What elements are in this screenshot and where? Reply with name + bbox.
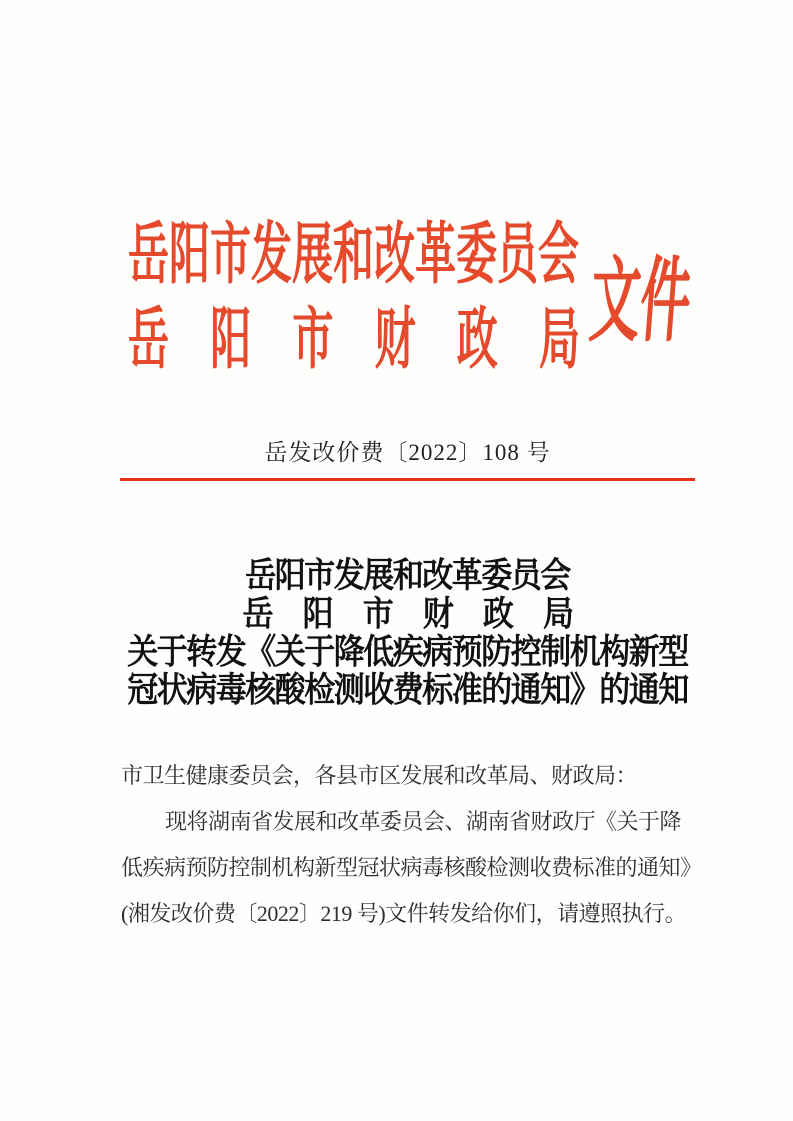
document-type-label: 文件	[586, 249, 695, 354]
body-paragraph-line-3: (湘发改价费〔2022〕219 号)文件转发给你们，请遵照执行。	[121, 901, 687, 926]
issuing-agencies	[128, 212, 580, 382]
salutation-line: 市卫生健康委员会，各县市区发展和改革局、财政局：	[121, 763, 638, 788]
document-number: 岳发改价费〔2022〕108 号	[264, 440, 551, 465]
title-line-2: 岳阳市财政局	[242, 593, 573, 634]
document-body	[121, 753, 702, 937]
title-line-3: 关于转发《关于降低疾病预防控制机构新型	[127, 632, 688, 672]
body-paragraph-line-2: 低疾病预防控制机构新型冠状病毒核酸检测收费标准的通知》	[121, 855, 702, 880]
document-title	[120, 557, 695, 709]
agency-name-line-2: 岳阳市财政局	[128, 301, 580, 377]
agency-name-line-1: 岳阳市发展和改革委员会	[128, 216, 579, 292]
red-divider-line	[120, 478, 695, 481]
title-line-4: 冠状病毒核酸检测收费标准的通知》的通知	[127, 670, 688, 710]
body-paragraph-line-1: 现将湖南省发展和改革委员会、湖南省财政厅《关于降	[165, 809, 682, 834]
title-line-1: 岳阳市发展和改革委员会	[245, 555, 570, 596]
